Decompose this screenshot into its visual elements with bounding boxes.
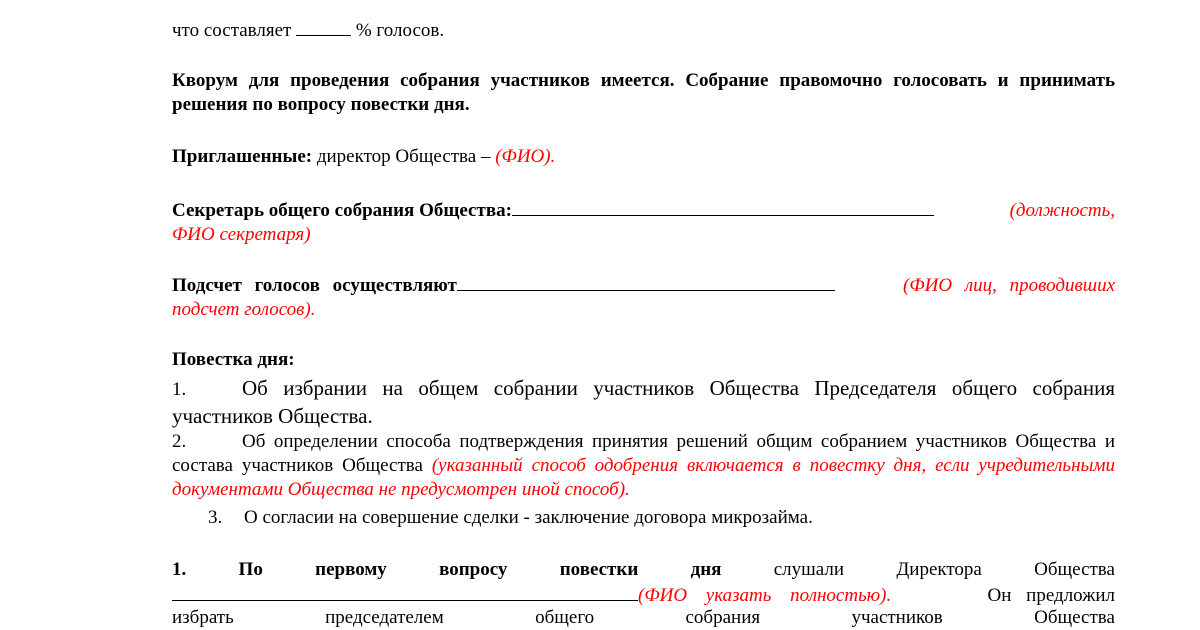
counting-paragraph	[172, 272, 1115, 322]
agenda-item-2	[172, 430, 1115, 502]
invited-paragraph	[172, 145, 1115, 169]
agenda-item-1	[172, 375, 1115, 429]
agenda-title: Повестка дня:	[172, 349, 295, 370]
item-note: (указанный способ одобрения включается в повестку дня, если учредительными документами Общества не предусмотрен иной способ).	[172, 455, 1115, 500]
word: вопросу	[439, 559, 508, 580]
word: общего	[535, 607, 595, 628]
counting-label: Подсчет голосов осуществляют	[172, 275, 457, 296]
word: избрать	[172, 607, 234, 628]
item-number: 2.	[172, 431, 187, 452]
secretary-placeholder: (должность,	[1009, 200, 1115, 221]
invited-label: Приглашенные:	[172, 146, 313, 167]
blank-field	[296, 17, 351, 36]
invited-text: директор Общества –	[316, 146, 491, 167]
word: повестки	[559, 559, 639, 580]
item-number: 1.	[172, 379, 187, 400]
item-number: 3.	[208, 507, 223, 528]
votes-percent-line	[172, 17, 1115, 43]
quorum-paragraph: Кворум для проведения собрания участников имеется. Собрание правомочно голосовать и принимать решения по вопросу повестки дня.	[172, 70, 1115, 115]
word: участников	[851, 607, 943, 628]
item-text: Об избрании на общем собрании участников Общества Председателя общего собрания участников Общества.	[172, 376, 1115, 428]
item-text: Об определении способа подтверждения принятия решений общим собранием участников Общества и состава участников Общества	[172, 431, 1115, 476]
counting-placeholder: (ФИО лиц, проводивших	[903, 275, 1115, 296]
word: Директора	[896, 559, 982, 580]
first-question-line-3	[172, 606, 1115, 630]
blank-field	[457, 272, 835, 291]
word: первому	[315, 559, 387, 580]
first-question-line-2	[172, 582, 1115, 608]
word: слушали	[773, 559, 845, 580]
secretary-placeholder-cont: ФИО секретаря)	[172, 224, 311, 245]
agenda-item-3	[172, 506, 1115, 530]
blank-field	[172, 582, 638, 601]
invited-placeholder: (ФИО).	[495, 146, 556, 167]
word: дня	[690, 559, 722, 580]
word: председателем	[325, 607, 444, 628]
counting-placeholder-cont: подсчет голосов).	[172, 299, 316, 320]
item-text: О согласии на совершение сделки - заключение договора микрозайма.	[244, 507, 813, 528]
secretary-label: Секретарь общего собрания Общества:	[172, 200, 512, 221]
text-fragment: % голосов.	[355, 20, 445, 41]
text-fragment: что составляет	[172, 20, 292, 41]
secretary-paragraph	[172, 197, 1115, 247]
first-question-line	[172, 558, 1115, 582]
word: Общества	[1034, 559, 1115, 580]
director-placeholder: (ФИО указать полностью).	[638, 585, 892, 606]
word: собрания	[685, 607, 761, 628]
blank-field	[512, 197, 934, 216]
word: По	[238, 559, 263, 580]
word: 1.	[172, 559, 187, 580]
word: Общества	[1034, 607, 1115, 628]
text-fragment: Он предложил	[987, 585, 1115, 606]
